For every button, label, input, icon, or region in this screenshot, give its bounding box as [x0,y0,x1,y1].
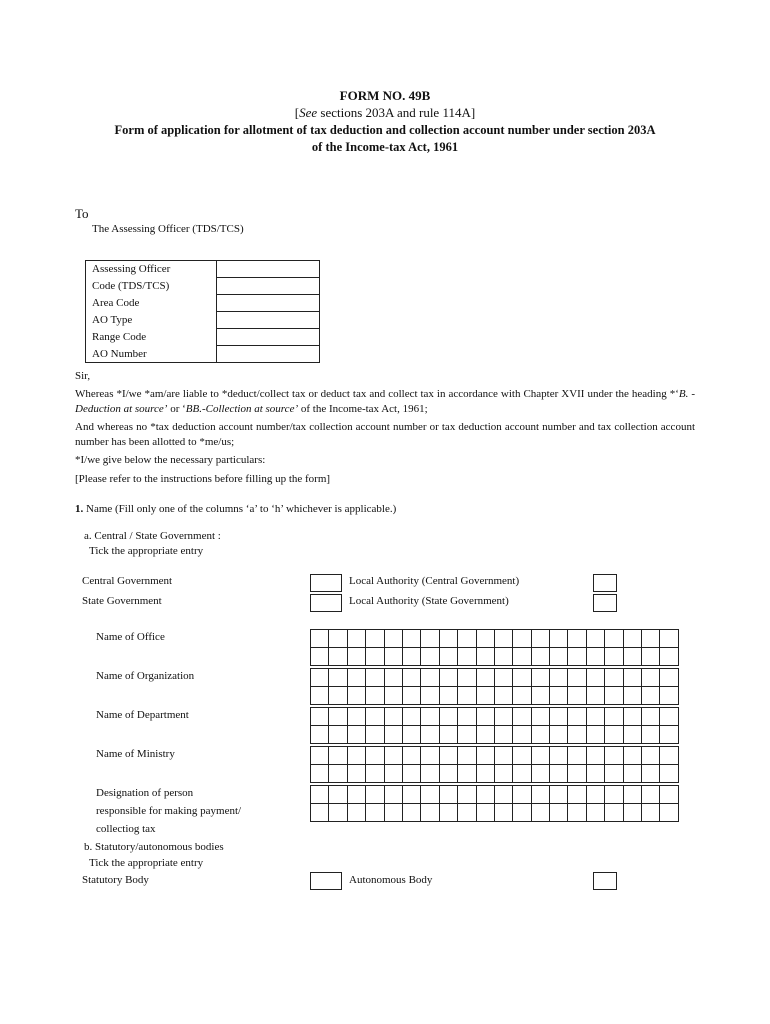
char-cell[interactable] [440,669,458,687]
char-cell[interactable] [366,786,384,804]
paragraph-liability [75,387,695,417]
ao-row-label: AO Type [86,312,217,329]
char-cell[interactable] [440,630,458,648]
central-government-label: Central Government [82,575,173,587]
char-cell[interactable] [568,708,586,726]
char-cell[interactable] [440,726,458,744]
char-cell[interactable] [366,765,384,783]
char-cell[interactable] [477,669,495,687]
char-cell[interactable] [311,648,329,666]
char-cell[interactable] [642,648,660,666]
char-cell[interactable] [329,648,347,666]
char-cell[interactable] [348,747,366,765]
char-cell[interactable] [311,804,329,822]
table-row [86,329,320,346]
char-cell[interactable] [532,669,550,687]
ao-table [85,260,320,363]
char-cell[interactable] [532,804,550,822]
char-cell[interactable] [513,804,531,822]
char-cell[interactable] [605,630,623,648]
char-cell[interactable] [642,804,660,822]
char-cell[interactable] [568,687,586,705]
char-cell[interactable] [568,786,586,804]
char-cell[interactable] [458,648,476,666]
char-cell[interactable] [587,786,605,804]
char-cell[interactable] [624,726,642,744]
char-cell[interactable] [385,708,403,726]
central-government-checkbox[interactable] [310,574,342,592]
para1-collection-heading: BB.-Collection at source’ [185,403,299,415]
ao-value-field[interactable] [217,346,320,363]
char-cell[interactable] [642,726,660,744]
autonomous-body-checkbox[interactable] [593,872,617,890]
char-cell[interactable] [513,669,531,687]
char-cell[interactable] [385,804,403,822]
char-cell[interactable] [642,669,660,687]
char-cell[interactable] [513,747,531,765]
addressee-officer: The Assessing Officer (TDS/TCS) [92,223,244,235]
char-cell[interactable] [329,630,347,648]
local-authority-central-checkbox[interactable] [593,574,617,592]
char-cell[interactable] [624,786,642,804]
char-cell[interactable] [495,726,513,744]
char-cell[interactable] [385,726,403,744]
char-cell[interactable] [568,804,586,822]
char-cell[interactable] [348,786,366,804]
char-cell[interactable] [624,747,642,765]
paragraph-particulars: *I/we give below the necessary particulars: [75,454,266,466]
char-cell[interactable] [311,726,329,744]
char-cell[interactable] [329,687,347,705]
char-cell[interactable] [477,708,495,726]
char-cell[interactable] [421,708,439,726]
char-cell[interactable] [421,804,439,822]
char-cell[interactable] [495,747,513,765]
char-cell[interactable] [513,648,531,666]
name-of-department-grid[interactable] [310,707,679,744]
char-cell[interactable] [532,687,550,705]
char-cell[interactable] [477,747,495,765]
sub-a-title: a. Central / State Government : [84,530,221,542]
char-cell[interactable] [366,708,384,726]
char-cell[interactable] [550,687,568,705]
char-cell[interactable] [660,708,678,726]
char-cell[interactable] [642,765,660,783]
char-cell[interactable] [568,669,586,687]
char-cell[interactable] [477,726,495,744]
char-cell[interactable] [348,765,366,783]
char-cell[interactable] [311,669,329,687]
table-row [86,261,320,278]
char-cell[interactable] [495,765,513,783]
char-cell[interactable] [421,747,439,765]
char-cell[interactable] [403,648,421,666]
para1-deduction-heading: B. - Deduction at source’ [75,388,695,415]
char-cell[interactable] [624,765,642,783]
char-cell[interactable] [329,669,347,687]
char-cell[interactable] [477,630,495,648]
char-cell[interactable] [366,804,384,822]
char-cell[interactable] [329,786,347,804]
ao-row-label: Code (TDS/TCS) [86,278,217,295]
char-cell[interactable] [642,630,660,648]
char-cell[interactable] [624,630,642,648]
char-cell[interactable] [513,786,531,804]
char-cell[interactable] [642,687,660,705]
para1-part: of the Income-tax Act, 1961; [298,403,428,415]
char-cell[interactable] [311,687,329,705]
sub-b-tick-instruction: Tick the appropriate entry [89,857,204,869]
name-of-office-label: Name of Office [96,631,165,643]
char-cell[interactable] [440,765,458,783]
char-cell[interactable] [348,726,366,744]
char-cell[interactable] [513,630,531,648]
ao-row-label: AO Number [86,346,217,363]
ao-row-label: Range Code [86,329,217,346]
form-reference: [See sections 203A and rule 114A] [294,105,476,120]
name-of-organization-grid[interactable] [310,668,679,705]
table-row [86,312,320,329]
char-cell[interactable] [458,708,476,726]
char-cell[interactable] [403,765,421,783]
char-cell[interactable] [348,630,366,648]
char-cell[interactable] [587,648,605,666]
char-cell[interactable] [385,630,403,648]
char-cell[interactable] [385,648,403,666]
char-cell[interactable] [495,648,513,666]
char-cell[interactable] [532,726,550,744]
char-cell[interactable] [532,786,550,804]
char-cell[interactable] [532,648,550,666]
designation-label-line2: responsible for making payment/ [96,805,242,817]
salutation: Sir, [75,370,91,382]
char-cell[interactable] [403,708,421,726]
char-cell[interactable] [550,708,568,726]
char-cell[interactable] [403,669,421,687]
char-cell[interactable] [477,648,495,666]
char-cell[interactable] [495,669,513,687]
char-cell[interactable] [421,765,439,783]
char-cell[interactable] [440,708,458,726]
char-cell[interactable] [366,687,384,705]
char-cell[interactable] [311,786,329,804]
char-cell[interactable] [421,726,439,744]
char-cell[interactable] [495,630,513,648]
table-row [86,295,320,312]
designation-label-line1: Designation of person [96,787,194,799]
char-cell[interactable] [550,747,568,765]
char-cell[interactable] [311,708,329,726]
char-cell[interactable] [311,765,329,783]
char-cell[interactable] [568,726,586,744]
name-of-department-label: Name of Department [96,709,189,721]
char-cell[interactable] [421,786,439,804]
char-cell[interactable] [421,648,439,666]
state-government-checkbox[interactable] [310,594,342,612]
char-cell[interactable] [532,630,550,648]
char-cell[interactable] [642,786,660,804]
local-authority-state-checkbox[interactable] [593,594,617,612]
char-cell[interactable] [348,687,366,705]
char-cell[interactable] [550,804,568,822]
char-cell[interactable] [458,630,476,648]
char-cell[interactable] [477,786,495,804]
char-cell[interactable] [329,804,347,822]
char-cell[interactable] [366,648,384,666]
char-cell[interactable] [403,630,421,648]
name-of-ministry-grid[interactable] [310,746,679,783]
char-cell[interactable] [587,687,605,705]
char-cell[interactable] [458,786,476,804]
ao-value-field[interactable] [217,278,320,295]
char-cell[interactable] [311,630,329,648]
char-cell[interactable] [403,804,421,822]
char-cell[interactable] [587,630,605,648]
ao-row-label: Assessing Officer [86,261,217,278]
char-cell[interactable] [624,648,642,666]
state-government-label: State Government [82,595,162,607]
designation-label-line3: collectiog tax [96,823,156,835]
char-cell[interactable] [660,648,678,666]
char-cell[interactable] [440,648,458,666]
char-cell[interactable] [477,765,495,783]
char-cell[interactable] [385,747,403,765]
table-row [86,346,320,363]
char-cell[interactable] [366,747,384,765]
char-cell[interactable] [605,786,623,804]
char-cell[interactable] [513,708,531,726]
char-cell[interactable] [440,687,458,705]
char-cell[interactable] [440,804,458,822]
table-row [86,278,320,295]
char-cell[interactable] [550,648,568,666]
sub-b-title: b. Statutory/autonomous bodies [84,841,224,853]
char-cell[interactable] [550,669,568,687]
char-cell[interactable] [660,765,678,783]
char-cell[interactable] [605,687,623,705]
section-number: 1. [75,503,84,515]
char-cell[interactable] [385,669,403,687]
char-cell[interactable] [366,726,384,744]
char-cell[interactable] [421,669,439,687]
char-cell[interactable] [421,630,439,648]
char-cell[interactable] [568,630,586,648]
char-cell[interactable] [568,747,586,765]
char-cell[interactable] [495,708,513,726]
ao-row-label: Area Code [86,295,217,312]
char-cell[interactable] [348,804,366,822]
see-text: See [299,105,318,120]
char-cell[interactable] [348,708,366,726]
char-cell[interactable] [550,765,568,783]
char-cell[interactable] [329,726,347,744]
char-cell[interactable] [587,765,605,783]
char-cell[interactable] [624,669,642,687]
char-cell[interactable] [403,687,421,705]
paragraph-no-account: And whereas no *tax deduction account number/tax collection account number or tax deduction account number and tax collection account number has been allotted to *me/us; [75,421,695,448]
char-cell[interactable] [605,669,623,687]
char-cell[interactable] [458,747,476,765]
form-number: FORM NO. 49B [339,88,431,103]
char-cell[interactable] [660,630,678,648]
local-authority-state-label: Local Authority (State Government) [349,595,509,607]
char-cell[interactable] [550,786,568,804]
ao-value-field[interactable] [217,329,320,346]
sub-a-tick-instruction: Tick the appropriate entry [89,545,204,557]
para1-part: Whereas *I/we *am/are liable to *deduct/collect tax or deduct tax and collect tax in accordance with Chapter XVII under the heading *‘ [75,388,679,400]
form-title-line2: of the Income-tax Act, 1961 [311,140,459,154]
char-cell[interactable] [385,765,403,783]
char-cell[interactable] [440,747,458,765]
char-cell[interactable] [660,669,678,687]
char-cell[interactable] [385,687,403,705]
char-cell[interactable] [421,687,439,705]
char-cell[interactable] [605,648,623,666]
section-1-text: Name (Fill only one of the columns ‘a’ to ‘h’ whichever is applicable.) [83,503,397,515]
char-cell[interactable] [550,630,568,648]
form-title-line1: Form of application for allotment of tax deduction and collection account number under section 203A [114,123,656,137]
char-cell[interactable] [605,747,623,765]
designation-grid[interactable] [310,785,679,822]
char-cell[interactable] [495,786,513,804]
char-cell[interactable] [458,669,476,687]
char-cell[interactable] [550,726,568,744]
char-cell[interactable] [348,648,366,666]
char-cell[interactable] [495,804,513,822]
char-cell[interactable] [458,765,476,783]
char-cell[interactable] [329,765,347,783]
char-cell[interactable] [458,726,476,744]
char-cell[interactable] [403,786,421,804]
char-cell[interactable] [513,765,531,783]
name-of-organization-label: Name of Organization [96,670,195,682]
char-cell[interactable] [660,804,678,822]
char-cell[interactable] [660,747,678,765]
char-cell[interactable] [513,726,531,744]
char-cell[interactable] [660,687,678,705]
char-cell[interactable] [495,687,513,705]
char-cell[interactable] [568,648,586,666]
local-authority-central-label: Local Authority (Central Government) [349,575,520,587]
char-cell[interactable] [532,747,550,765]
char-cell[interactable] [660,726,678,744]
char-cell[interactable] [329,708,347,726]
char-cell[interactable] [587,708,605,726]
statutory-body-label: Statutory Body [82,874,149,886]
ao-value-field[interactable] [217,312,320,329]
char-cell[interactable] [642,708,660,726]
char-cell[interactable] [532,765,550,783]
ao-value-field[interactable] [217,261,320,278]
char-cell[interactable] [366,630,384,648]
para1-part: or ‘ [167,403,186,415]
name-of-office-grid[interactable] [310,629,679,666]
char-cell[interactable] [532,708,550,726]
char-cell[interactable] [385,786,403,804]
char-cell[interactable] [458,687,476,705]
char-cell[interactable] [568,765,586,783]
paragraph-instructions: [Please refer to the instructions before filling up the form] [75,473,331,485]
char-cell[interactable] [477,687,495,705]
char-cell[interactable] [642,747,660,765]
to-label: To [75,206,89,221]
char-cell[interactable] [587,804,605,822]
char-cell[interactable] [366,669,384,687]
char-cell[interactable] [403,726,421,744]
name-of-ministry-label: Name of Ministry [96,748,175,760]
char-cell[interactable] [440,786,458,804]
char-cell[interactable] [624,687,642,705]
char-cell[interactable] [403,747,421,765]
char-cell[interactable] [513,687,531,705]
statutory-body-checkbox[interactable] [310,872,342,890]
ao-value-field[interactable] [217,295,320,312]
char-cell[interactable] [348,669,366,687]
char-cell[interactable] [624,708,642,726]
char-cell[interactable] [311,747,329,765]
char-cell[interactable] [587,747,605,765]
see-rest: sections 203A and rule 114A] [317,105,476,120]
char-cell[interactable] [587,669,605,687]
char-cell[interactable] [477,804,495,822]
char-cell[interactable] [458,804,476,822]
char-cell[interactable] [605,708,623,726]
char-cell[interactable] [329,747,347,765]
char-cell[interactable] [624,804,642,822]
autonomous-body-label: Autonomous Body [349,874,433,886]
char-cell[interactable] [605,765,623,783]
char-cell[interactable] [587,726,605,744]
section-1-heading [75,503,396,515]
char-cell[interactable] [660,786,678,804]
char-cell[interactable] [605,804,623,822]
char-cell[interactable] [605,726,623,744]
